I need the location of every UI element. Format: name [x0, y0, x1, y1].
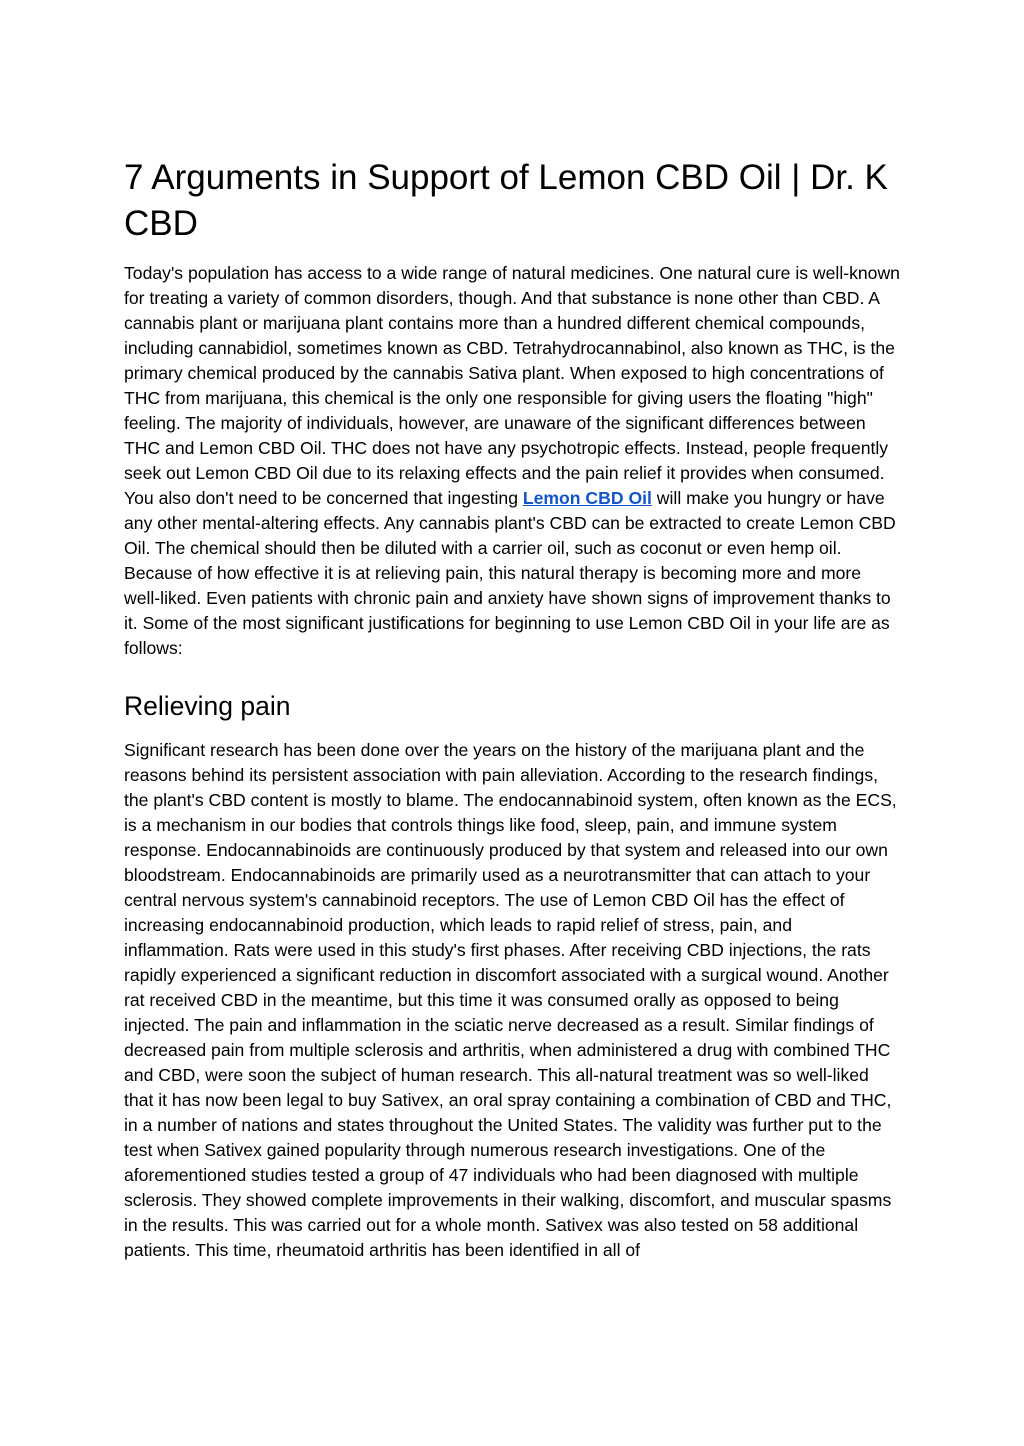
intro-text-after-link: will make you hungry or have any other mental-altering effects. Any cannabis plant's CBD can be extracted to create Lemon CBD Oil. The chemical should then be diluted with a carrier oil, such as coconut or even hemp oil. Because of how effective it is at relieving pain, this natural therapy is becoming more and more well-liked. Even patients with chronic pain and anxiety have shown signs of improvement thanks to it. Some of the most significant justifications for beginning to use Lemon CBD Oil in your life are as follows:: [124, 488, 896, 658]
intro-text-before-link: Today's population has access to a wide range of natural medicines. One natural cure is well-known for treating a variety of common disorders, though. And that substance is none other than CBD. A cannabis plant or marijuana plant contains more than a hundred different chemical compounds, including cannabidiol, sometimes known as CBD. Tetrahydrocannabinol, also known as THC, is the primary chemical produced by the cannabis Sativa plant. When exposed to high concentrations of THC from marijuana, this chemical is the only one responsible for giving users the floating "high" feeling. The majority of individuals, however, are unaware of the significant differences between THC and Lemon CBD Oil. THC does not have any psychotropic effects. Instead, people frequently seek out Lemon CBD Oil due to its relaxing effects and the pain relief it provides when consumed. You also don't need to be concerned that ingesting: [124, 263, 900, 508]
section-paragraph-relieving-pain: Significant research has been done over the years on the history of the marijuana plant and the reasons behind its persistent association with pain alleviation. According to the research findings, the plant's CBD content is mostly to blame. The endocannabinoid system, often known as the ECS, is a mechanism in our bodies that controls things like food, sleep, pain, and immune system response. Endocannabinoids are continuously produced by that system and released into our own bloodstream. Endocannabinoids are primarily used as a neurotransmitter that can attach to your central nervous system's cannabinoid receptors. The use of Lemon CBD Oil has the effect of increasing endocannabinoid production, which leads to rapid relief of stress, pain, and inflammation. Rats were used in this study's first phases. After receiving CBD injections, the rats rapidly experienced a significant reduction in discomfort associated with a surgical wound. Another rat received CBD in the meantime, but this time it was consumed orally as opposed to being injected. The pain and inflammation in the sciatic nerve decreased as a result. Similar findings of decreased pain from multiple sclerosis and arthritis, when administered a drug with combined THC and CBD, were soon the subject of human research. This all-natural treatment was so well-liked that it has now been legal to buy Sativex, an oral spray containing a combination of CBD and THC, in a number of nations and states throughout the United States. The validity was further put to the test when Sativex gained popularity through numerous research investigations. One of the aforementioned studies tested a group of 47 individuals who had been diagnosed with multiple sclerosis. They showed complete improvements in their walking, discomfort, and muscular spasms in the results. This was carried out for a whole month. Sativex was also tested on 58 additional patients. This time, rheumatoid arthritis has been identified in all of: [124, 740, 897, 1260]
intro-paragraph: [124, 261, 900, 661]
lemon-cbd-oil-link[interactable]: Lemon CBD Oil: [522, 488, 652, 508]
page-title: 7 Arguments in Support of Lemon CBD Oil | Dr. K CBD: [124, 158, 888, 243]
document-page: [124, 155, 900, 1263]
section-heading-relieving-pain: Relieving pain: [124, 691, 291, 721]
